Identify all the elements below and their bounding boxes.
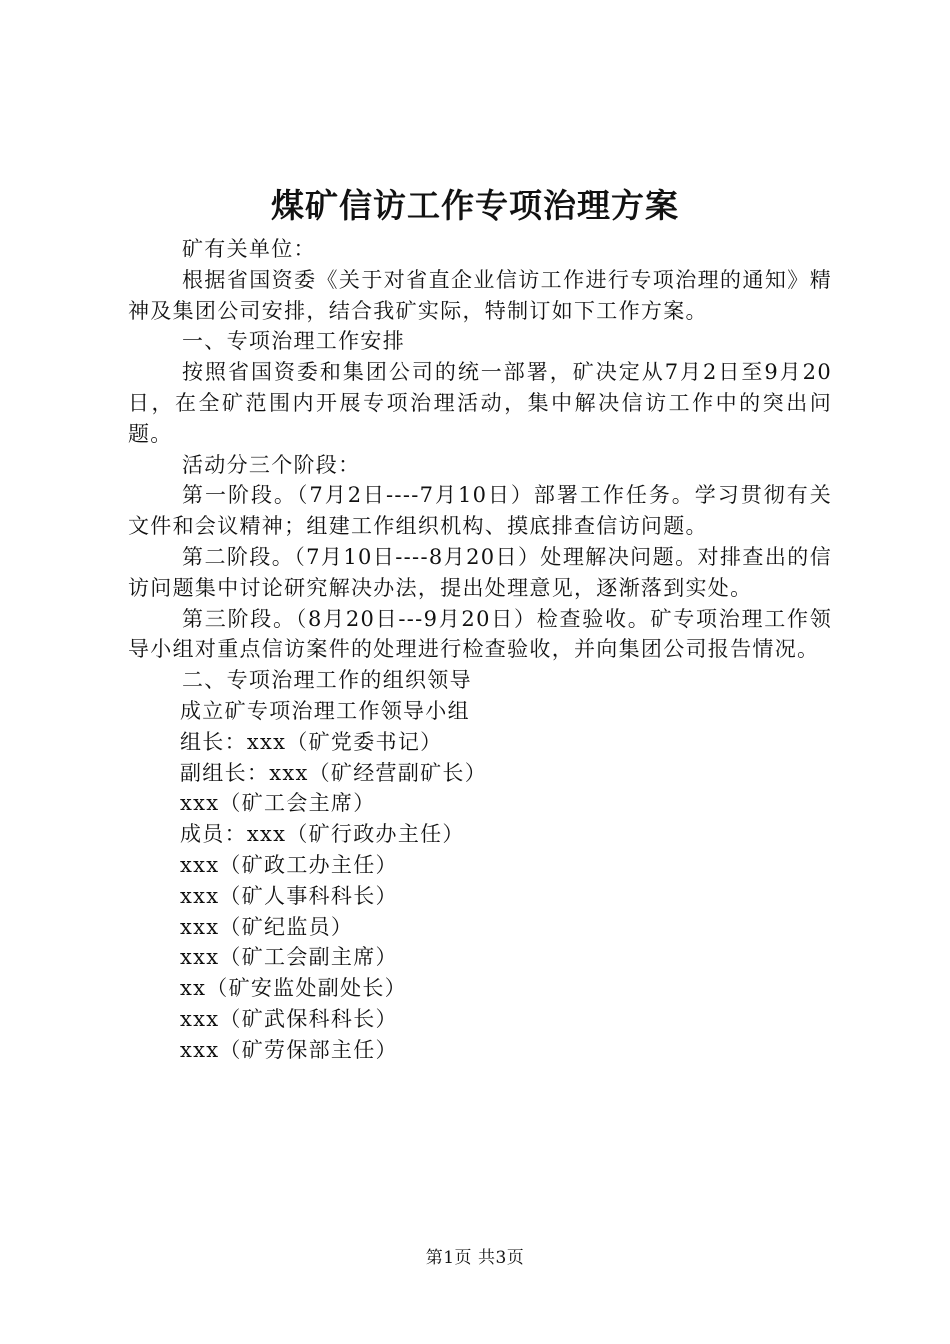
document-title: 煤矿信访工作专项治理方案 <box>271 186 679 225</box>
paragraph-intro: 根据省国资委《关于对省直企业信访工作进行专项治理的通知》精神及集团公司安排，结合我矿实际，特制订如下工作方案。 <box>128 267 832 323</box>
list-line-leader: 组长：xxx（矿党委书记） <box>180 729 443 754</box>
salutation: 矿有关单位： <box>182 237 316 261</box>
list-line-member-4: xxx（矿纪监员） <box>180 914 354 939</box>
paragraph-phases-intro: 活动分三个阶段： <box>182 452 361 477</box>
list-line-member-6: xx（矿安监处副处长） <box>180 976 407 1001</box>
paragraph-phase-3: 第三阶段。（8月20日---9月20日）检查验收。矿专项治理工作领导小组对重点信访案件的处理进行检查验收，并向集团公司报告情况。 <box>128 606 832 662</box>
list-line-deputy-leader-2: xxx（矿工会主席） <box>180 791 376 816</box>
document-body <box>128 234 832 1066</box>
list-line-member-2: xxx（矿政工办主任） <box>180 852 398 877</box>
paragraph-phase-2: 第二阶段。（7月10日----8月20日）处理解决问题。对排查出的信访问题集中讨论研究解决办法，提出处理意见，逐渐落到实处。 <box>128 544 832 600</box>
paragraph-phase-1: 第一阶段。（7月2日----7月10日）部署工作任务。学习贯彻有关文件和会议精神；组建工作组织机构、摸底排查信访问题。 <box>128 483 832 539</box>
list-line-member-5: xxx（矿工会副主席） <box>180 945 398 970</box>
list-line-deputy-leader: 副组长：xxx（矿经营副矿长） <box>180 760 488 785</box>
paragraph-arrangement: 按照省国资委和集团公司的统一部署，矿决定从7月2日至9月20日，在全矿范围内开展专项治理活动，集中解决信访工作中的突出问题。 <box>128 360 832 446</box>
page-footer: 第1页 共3页 <box>425 1248 525 1268</box>
section-heading-1: 一、专项治理工作安排 <box>182 329 405 354</box>
section-heading-2: 二、专项治理工作的组织领导 <box>182 668 472 693</box>
list-line-member-8: xxx（矿劳保部主任） <box>180 1037 398 1062</box>
list-line-member: 成员：xxx（矿行政办主任） <box>180 822 465 847</box>
list-line-member-7: xxx（矿武保科科长） <box>180 1006 398 1031</box>
list-line-group-formation: 成立矿专项治理工作领导小组 <box>180 698 470 723</box>
list-line-member-3: xxx（矿人事科科长） <box>180 883 398 908</box>
